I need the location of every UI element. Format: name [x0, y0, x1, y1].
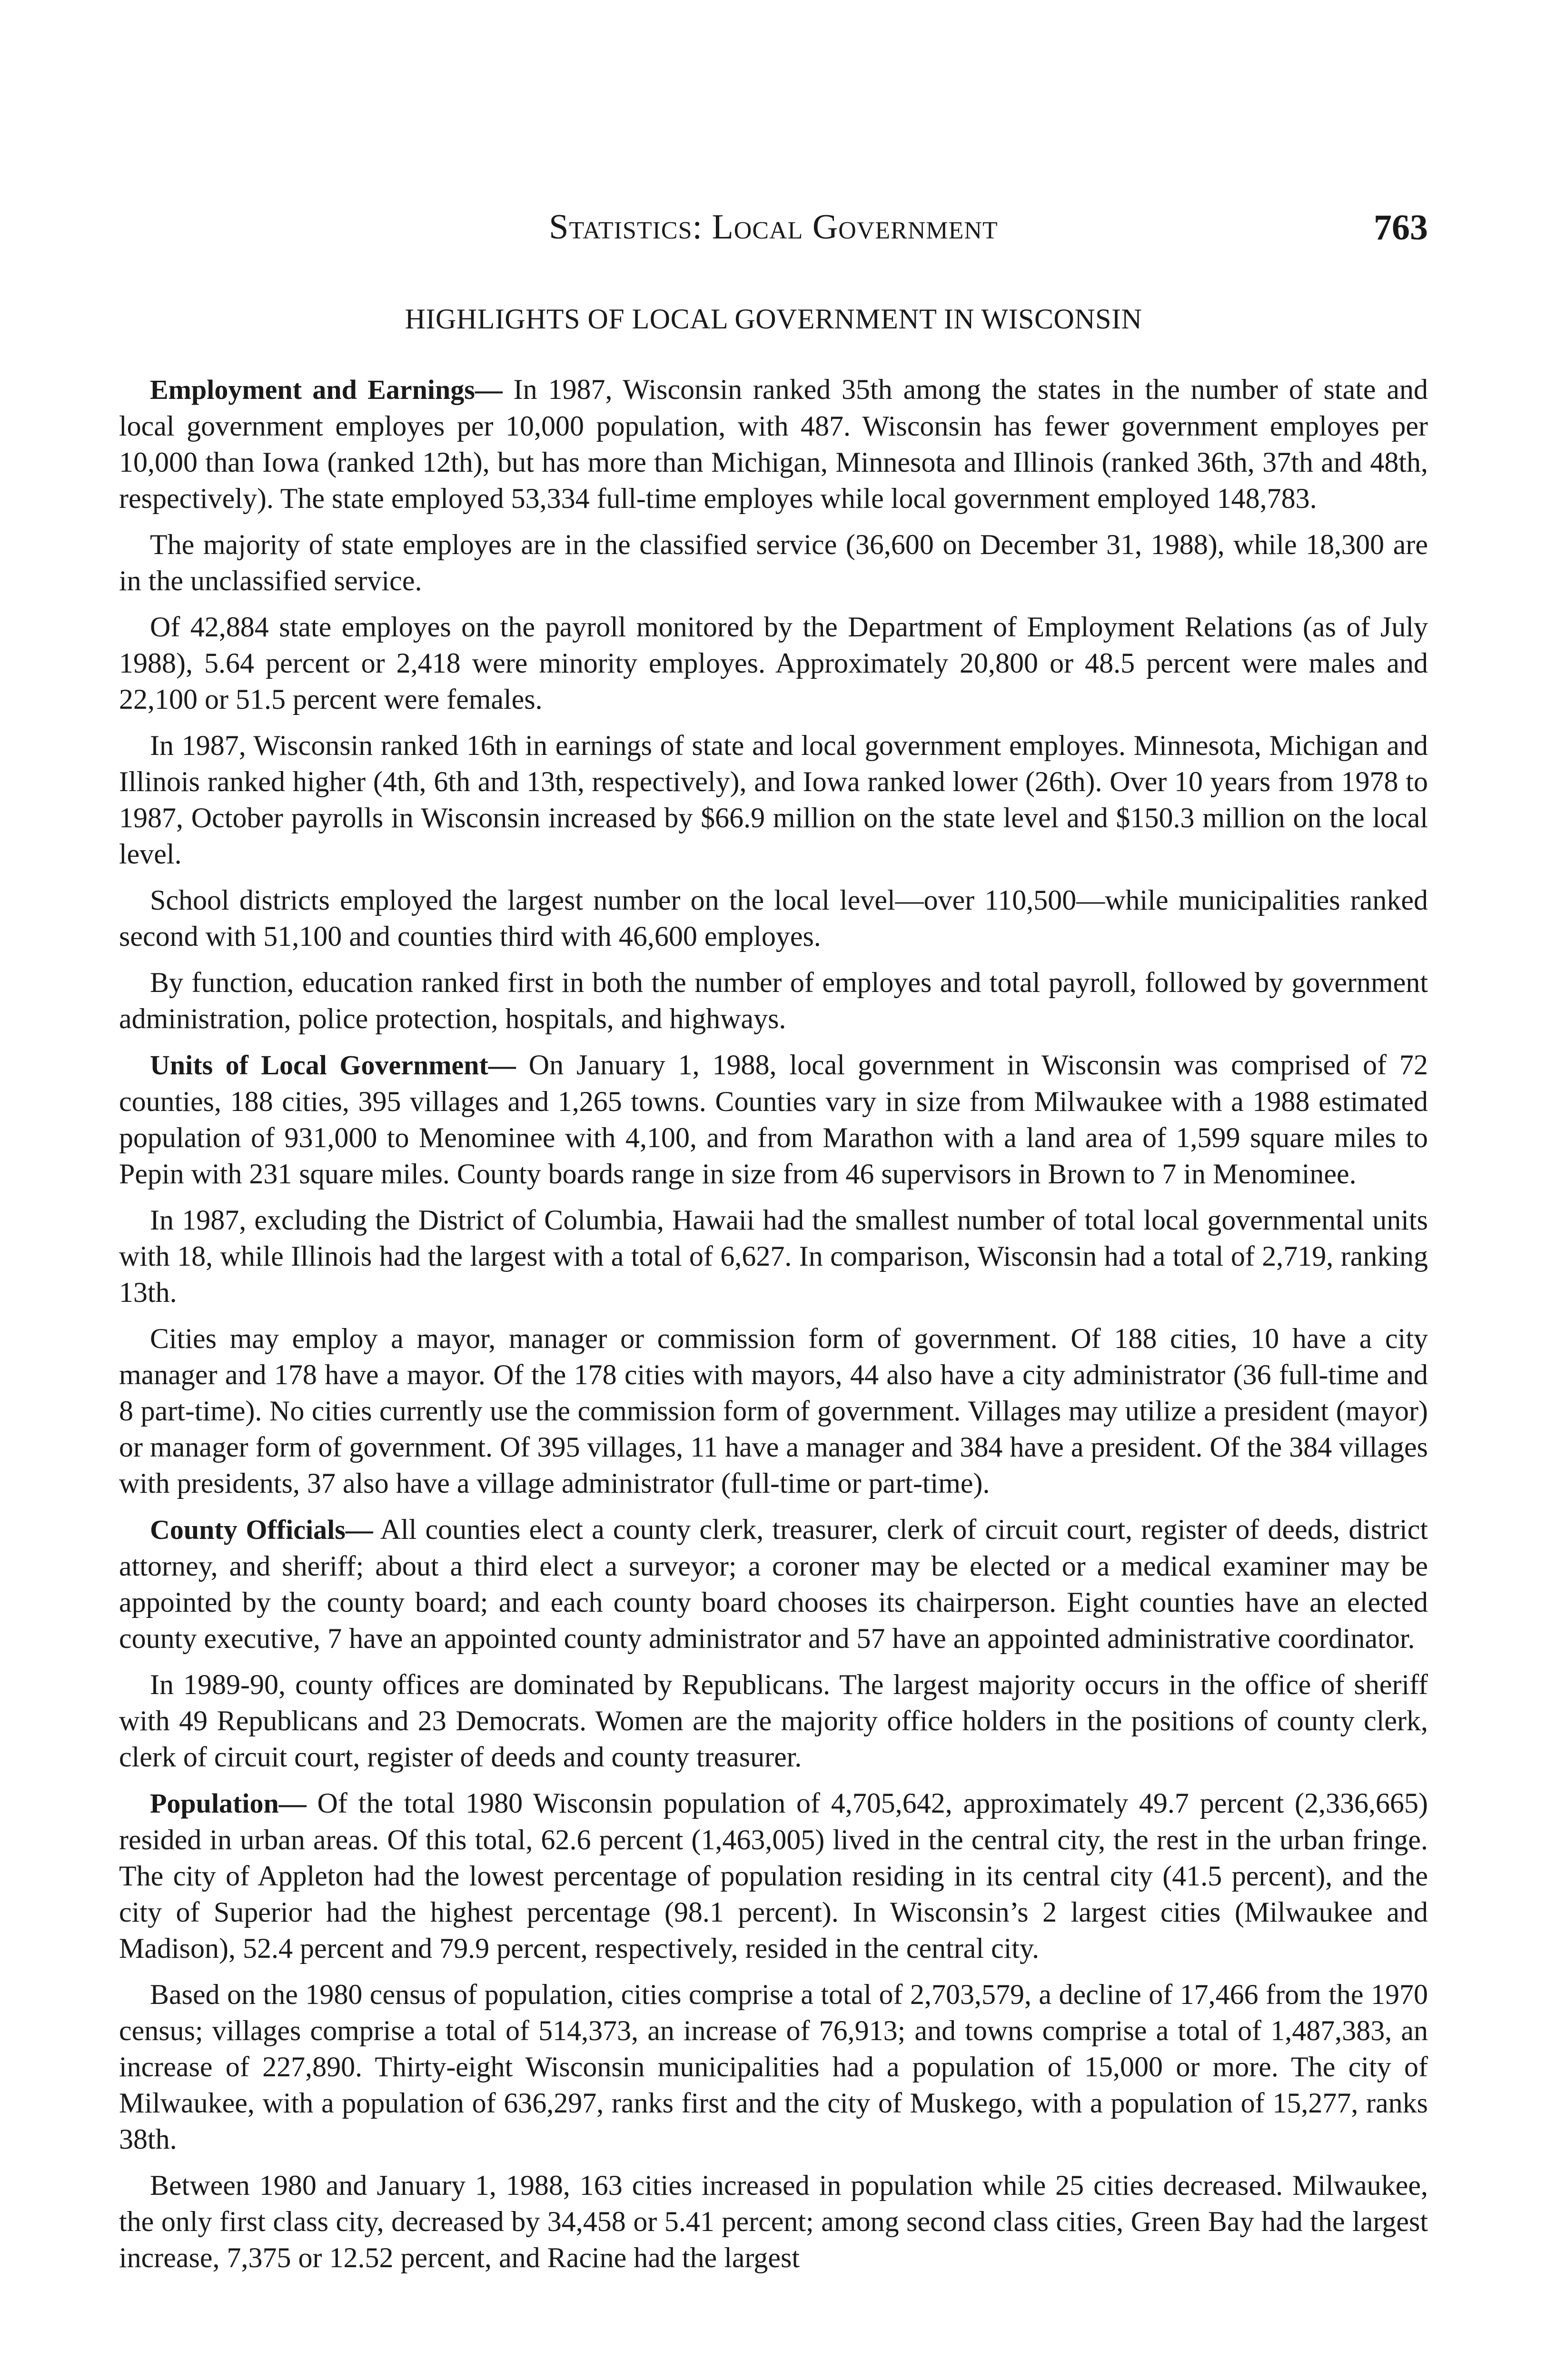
run-in-heading: Units of Local Government—: [150, 1050, 516, 1081]
paragraph: [119, 1666, 1428, 1775]
paragraph: [119, 2167, 1428, 2276]
paragraph: [119, 1976, 1428, 2157]
paragraph-text: Of 42,884 state employes on the payroll monitored by the Department of Employment Relations (as of July 1988), 5.64 percent or 2,418 were minority employes. Approximately 20,800 or 48.5 percent were males and 22,100 or 51.5 percent were females.: [119, 611, 1428, 715]
paragraph: [119, 964, 1428, 1037]
section-heading: HIGHLIGHTS OF LOCAL GOVERNMENT IN WISCONSIN: [405, 303, 1142, 335]
paragraph-text: Of the total 1980 Wisconsin population of 4,705,642, approximately 49.7 percent (2,336,665) resided in urban areas. Of this total, 62.6 percent (1,463,005) lived in the central city, the rest in the urban fringe. The city of Appleton had the lowest percentage of population residing in its central city (41.5 percent), and the city of Superior had the highest percentage (98.1 percent). In Wisconsin’s 2 largest cities (Milwaukee and Madison), 52.4 percent and 79.9 percent, respectively, resided in the central city.: [119, 1787, 1428, 1964]
run-in-heading: County Officials—: [150, 1514, 373, 1545]
paragraph: [119, 1047, 1428, 1192]
paragraph-text: Cities may employ a mayor, manager or commission form of government. Of 188 cities, 10 have a city manager and 178 have a mayor. Of the 178 cities with mayors, 44 also have a city administrator (36 full-time and 8 part-time). No cities currently use the commission form of government. Villages may utilize a president (mayor) or manager form of government. Of 395 villages, 11 have a manager and 384 have a president. Of the 384 villages with presidents, 37 also have a village administrator (full-time or part-time).: [119, 1323, 1428, 1499]
paragraph-text: All counties elect a county clerk, treasurer, clerk of circuit court, register of deeds, district attorney, and sheriff; about a third elect a surveyor; a coroner may be elected or a medical examiner may be appointed by the county board; and each county board chooses its chairperson. Eight counties have an elected county executive, 7 have an appointed county administrator and 57 have an appointed administrative coordinator.: [119, 1514, 1428, 1654]
paragraph: [119, 727, 1428, 872]
paragraph: [119, 1785, 1428, 1966]
paragraph-text: Based on the 1980 census of population, cities comprise a total of 2,703,579, a decline of 17,466 from the 1970 census; villages comprise a total of 514,373, an increase of 76,913; and towns comprise a total of 1,487,383, an increase of 227,890. Thirty-eight Wisconsin municipalities had a population of 15,000 or more. The city of Milwaukee, with a population of 636,297, ranks first and the city of Muskego, with a population of 15,277, ranks 38th.: [119, 1979, 1428, 2155]
paragraph-text: On January 1, 1988, local government in Wisconsin was comprised of 72 counties, 188 cities, 395 villages and 1,265 towns. Counties vary in size from Milwaukee with a 1988 estimated population of 931,000 to Menominee with 4,100, and from Marathon with a land area of 1,599 square miles to Pepin with 231 square miles. County boards range in size from 46 supervisors in Brown to 7 in Menominee.: [119, 1049, 1428, 1190]
paragraph-text: In 1989-90, county offices are dominated by Republicans. The largest majority occurs in the office of sheriff with 49 Republicans and 23 Democrats. Women are the majority office holders in the positions of county clerk, clerk of circuit court, register of deeds and county treasurer.: [119, 1669, 1428, 1773]
paragraph: [119, 609, 1428, 717]
running-header: [119, 209, 1428, 262]
paragraph: [119, 882, 1428, 954]
paragraph: [119, 371, 1428, 516]
paragraph: [119, 1320, 1428, 1501]
paragraph-text: By function, education ranked first in both the number of employes and total payroll, followed by government administration, police protection, hospitals, and highways.: [119, 967, 1428, 1034]
body-text: [119, 371, 1428, 2286]
paragraph-text: School districts employed the largest number on the local level—over 110,500—while municipalities ranked second with 51,100 and counties third with 46,600 employes.: [119, 884, 1428, 952]
paragraph-text: In 1987, Wisconsin ranked 16th in earnings of state and local government employes. Minnesota, Michigan and Illinois ranked higher (4th, 6th and 13th, respectively), and Iowa ranked lower (26th). Over 10 years from 1978 to 1987, October payrolls in Wisconsin increased by $66.9 million on the state level and $150.3 million on the local level.: [119, 730, 1428, 870]
paragraph: [119, 526, 1428, 599]
paragraph-text: In 1987, excluding the District of Columbia, Hawaii had the smallest number of total local governmental units with 18, while Illinois had the largest with a total of 6,627. In comparison, Wisconsin had a total of 2,719, ranking 13th.: [119, 1204, 1428, 1308]
paragraph: [119, 1511, 1428, 1656]
run-in-heading: Employment and Earnings—: [150, 374, 503, 405]
page-number: 763: [1374, 208, 1428, 248]
running-title: Statistics: Local Government: [549, 208, 998, 247]
run-in-heading: Population—: [150, 1788, 307, 1819]
paragraph: [119, 1202, 1428, 1310]
paragraph-text: Between 1980 and January 1, 1988, 163 cities increased in population while 25 cities decreased. Milwaukee, the only first class city, decreased by 34,458 or 5.41 percent; among second class cities, Green Bay had the largest increase, 7,375 or 12.52 percent, and Racine had the largest: [119, 2170, 1428, 2273]
paragraph-text: The majority of state employes are in the classified service (36,600 on December 31, 1988), while 18,300 are in the unclassified service.: [119, 529, 1428, 596]
paragraph-text: In 1987, Wisconsin ranked 35th among the states in the number of state and local government employes per 10,000 population, with 487. Wisconsin has fewer government employes per 10,000 than Iowa (ranked 12th), but has more than Michigan, Minnesota and Illinois (ranked 36th, 37th and 48th, respectively). The state employed 53,334 full-time employes while local government employed 148,783.: [119, 374, 1428, 514]
